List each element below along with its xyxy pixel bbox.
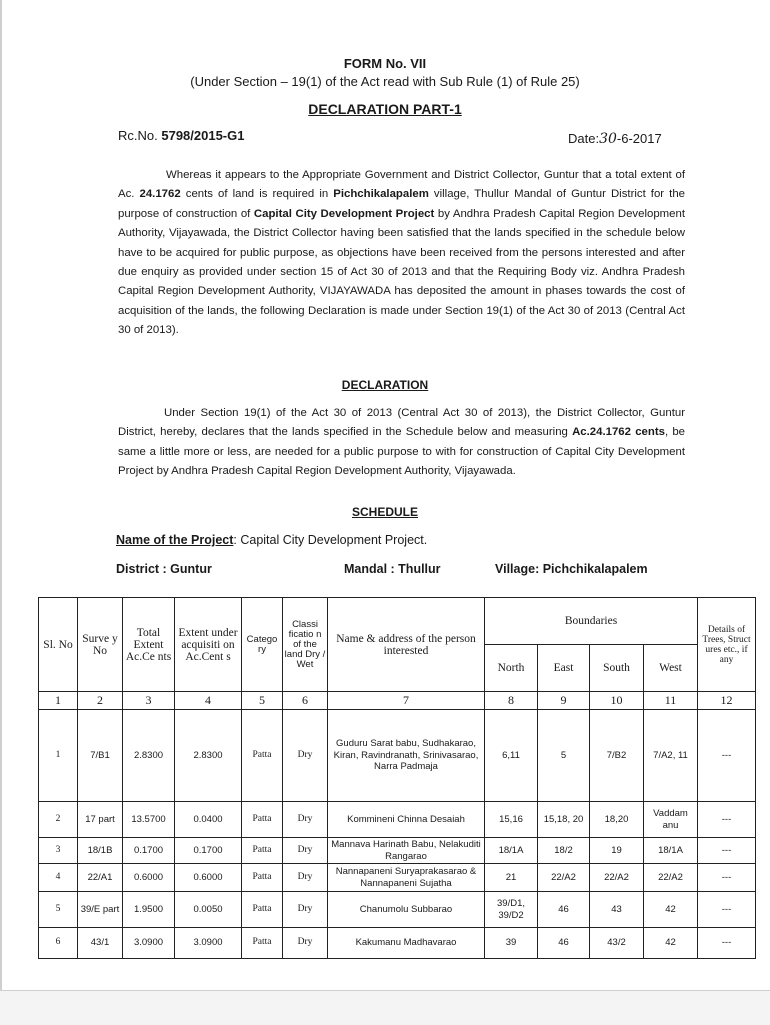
cell-details: --- xyxy=(698,710,756,802)
project-name: Capital City Development Project xyxy=(253,207,435,220)
header-west: West xyxy=(644,645,698,692)
schedule-table xyxy=(38,597,756,959)
cell-total: 0.1700 xyxy=(123,838,175,864)
cell-south: 7/B2 xyxy=(590,710,644,802)
cell-west: 42 xyxy=(644,928,698,959)
cell-category: Patta xyxy=(242,864,283,892)
cell-south: 43 xyxy=(590,892,644,928)
header-survey: Surve y No xyxy=(78,598,123,692)
cell-category: Patta xyxy=(242,928,283,959)
cell-survey: 22/A1 xyxy=(78,864,123,892)
cell-total: 3.0900 xyxy=(123,928,175,959)
project-label: Name of the Project xyxy=(116,533,234,547)
cell-east: 46 xyxy=(538,892,590,928)
cell-category: Patta xyxy=(242,892,283,928)
rc-label: Rc.No. xyxy=(118,128,158,143)
cell-name: Mannava Harinath Babu, Nelakuditi Rangarao xyxy=(328,838,485,864)
cell-east: 46 xyxy=(538,928,590,959)
header-extent-acquisition: Extent under acquisiti on Ac.Cent s xyxy=(175,598,242,692)
cell-survey: 43/1 xyxy=(78,928,123,959)
cell-east: 15,18, 20 xyxy=(538,802,590,838)
cell-survey: 18/1B xyxy=(78,838,123,864)
date xyxy=(568,131,662,147)
table-row xyxy=(39,838,756,864)
cell-name: Kakumanu Madhavarao xyxy=(328,928,485,959)
column-number: 8 xyxy=(485,692,538,710)
date-label: Date: xyxy=(568,131,600,146)
column-number: 9 xyxy=(538,692,590,710)
cell-survey: 7/B1 xyxy=(78,710,123,802)
header-classification: Classi ficatio n of the land Dry / Wet xyxy=(283,598,328,692)
cell-west: Vaddam anu xyxy=(644,802,698,838)
total-extent: 24.1762 xyxy=(139,188,181,201)
header-details: Details of Trees, Struct ures etc., if any xyxy=(698,598,756,692)
table-row xyxy=(39,892,756,928)
cell-east: 18/2 xyxy=(538,838,590,864)
header-boundaries: Boundaries xyxy=(485,598,698,645)
declaration-paragraph: Under Section 19(1) of the Act 30 of 2013 (Central Act 30 of 2013), the District Collector, Guntur District, hereby, declares that the lands specified in the Schedule below and measuring Ac.24.1762 cents, be same a little more or less, are needed for a public purpose to with for construction of Capital City Development Project by Andhra Pradesh Capital Region Development Authority, Vijayawada. xyxy=(118,407,685,478)
schedule-heading: SCHEDULE xyxy=(351,505,418,519)
header-category: Catego ry xyxy=(242,598,283,692)
cell-name: Nannapaneni Suryaprakasarao & Nannapaneni Sujatha xyxy=(328,864,485,892)
cell-south: 43/2 xyxy=(590,928,644,959)
cell-classification: Dry xyxy=(283,892,328,928)
cell-name: Kommineni Chinna Desaiah xyxy=(328,802,485,838)
cell-details: --- xyxy=(698,802,756,838)
cell-details: --- xyxy=(698,864,756,892)
cell-extent: 2.8300 xyxy=(175,710,242,802)
cell-extent: 0.0050 xyxy=(175,892,242,928)
cell-north: 18/1A xyxy=(485,838,538,864)
column-number: 5 xyxy=(242,692,283,710)
date-rest: -6-2017 xyxy=(616,131,662,146)
form-title: FORM No. VII xyxy=(343,56,427,71)
cell-sl: 2 xyxy=(39,802,78,838)
cell-survey: 17 part xyxy=(78,802,123,838)
cell-sl: 6 xyxy=(39,928,78,959)
declared-extent: Ac.24.1762 cents xyxy=(572,426,665,439)
cell-extent: 0.6000 xyxy=(175,864,242,892)
cell-north: 21 xyxy=(485,864,538,892)
project-line xyxy=(116,533,427,547)
cell-name: Guduru Sarat babu, Sudhakarao, Kiran, Ravindranath, Srinivasarao, Narra Padmaja xyxy=(328,710,485,802)
page-bottom-margin xyxy=(0,990,770,1025)
header-name-address: Name & address of the person interested xyxy=(328,598,485,692)
column-number: 12 xyxy=(698,692,756,710)
whereas-paragraph: Whereas it appears to the Appropriate Government and District Collector, Guntur that a total extent of Ac. 24.1762 cents of land is required in Pichchikalapalem village, Thullur Mandal of Guntur District for the purpose of construction of Capital City Development Project by Andhra Pradesh Capital Region Development Authority, Vijayawada, the District Collector having been satisfied that the lands specified in the schedule below have to be acquired for public purpose, as objections have been received from the persons interested and after due enquiry as provided under section 15 of Act 30 of 2013 and that the Requiring Body viz. Andhra Pradesh Capital Region Development Authority, VIJAYAWADA has deposited the amount in phases towards the cost of acquisition of the lands, the following Declaration is made under Section 19(1) of the Act 30 of 2013 (Central Act 30 of 2013). xyxy=(118,169,685,337)
cell-classification: Dry xyxy=(283,802,328,838)
cell-classification: Dry xyxy=(283,838,328,864)
village: Village: Pichchikalapalem xyxy=(495,562,648,576)
column-number: 4 xyxy=(175,692,242,710)
cell-sl: 1 xyxy=(39,710,78,802)
cell-west: 18/1A xyxy=(644,838,698,864)
cell-sl: 3 xyxy=(39,838,78,864)
cell-total: 13.5700 xyxy=(123,802,175,838)
cell-extent: 3.0900 xyxy=(175,928,242,959)
cell-classification: Dry xyxy=(283,710,328,802)
date-day-handwritten: 30 xyxy=(599,131,617,147)
cell-west: 22/A2 xyxy=(644,864,698,892)
column-number: 3 xyxy=(123,692,175,710)
header-total-extent: Total Extent Ac.Ce nts xyxy=(123,598,175,692)
cell-total: 1.9500 xyxy=(123,892,175,928)
header-south: South xyxy=(590,645,644,692)
cell-west: 42 xyxy=(644,892,698,928)
column-number: 1 xyxy=(39,692,78,710)
cell-north: 39/D1, 39/D2 xyxy=(485,892,538,928)
cell-north: 6,11 xyxy=(485,710,538,802)
column-number: 10 xyxy=(590,692,644,710)
cell-south: 18,20 xyxy=(590,802,644,838)
column-number: 11 xyxy=(644,692,698,710)
cell-details: --- xyxy=(698,928,756,959)
header-sl: Sl. No xyxy=(39,598,78,692)
cell-category: Patta xyxy=(242,838,283,864)
cell-total: 0.6000 xyxy=(123,864,175,892)
declaration-title: DECLARATION PART-1 xyxy=(308,101,462,117)
cell-category: Patta xyxy=(242,710,283,802)
table-row xyxy=(39,710,756,802)
cell-north: 39 xyxy=(485,928,538,959)
village-name: Pichchikalapalem xyxy=(333,188,429,201)
cell-east: 22/A2 xyxy=(538,864,590,892)
rc-value: 5798/2015-G1 xyxy=(161,128,245,143)
district: District : Guntur xyxy=(116,562,212,576)
mandal: Mandal : Thullur xyxy=(344,562,441,576)
table-row xyxy=(39,802,756,838)
cell-south: 19 xyxy=(590,838,644,864)
cell-survey: 39/E part xyxy=(78,892,123,928)
cell-category: Patta xyxy=(242,802,283,838)
cell-classification: Dry xyxy=(283,928,328,959)
cell-details: --- xyxy=(698,838,756,864)
cell-south: 22/A2 xyxy=(590,864,644,892)
form-subtitle: (Under Section – 19(1) of the Act read with Sub Rule (1) of Rule 25) xyxy=(190,74,580,89)
cell-name: Chanumolu Subbarao xyxy=(328,892,485,928)
reference-number xyxy=(118,128,244,143)
cell-west: 7/A2, 11 xyxy=(644,710,698,802)
cell-classification: Dry xyxy=(283,864,328,892)
cell-extent: 0.1700 xyxy=(175,838,242,864)
cell-sl: 5 xyxy=(39,892,78,928)
column-number: 7 xyxy=(328,692,485,710)
cell-total: 2.8300 xyxy=(123,710,175,802)
header-north: North xyxy=(485,645,538,692)
table-row xyxy=(39,864,756,892)
cell-extent: 0.0400 xyxy=(175,802,242,838)
column-number: 6 xyxy=(283,692,328,710)
cell-north: 15,16 xyxy=(485,802,538,838)
cell-details: --- xyxy=(698,892,756,928)
declaration-heading: DECLARATION xyxy=(341,378,429,392)
cell-east: 5 xyxy=(538,710,590,802)
column-number: 2 xyxy=(78,692,123,710)
header-east: East xyxy=(538,645,590,692)
project-value: : Capital City Development Project. xyxy=(233,533,428,547)
table-row xyxy=(39,928,756,959)
cell-sl: 4 xyxy=(39,864,78,892)
